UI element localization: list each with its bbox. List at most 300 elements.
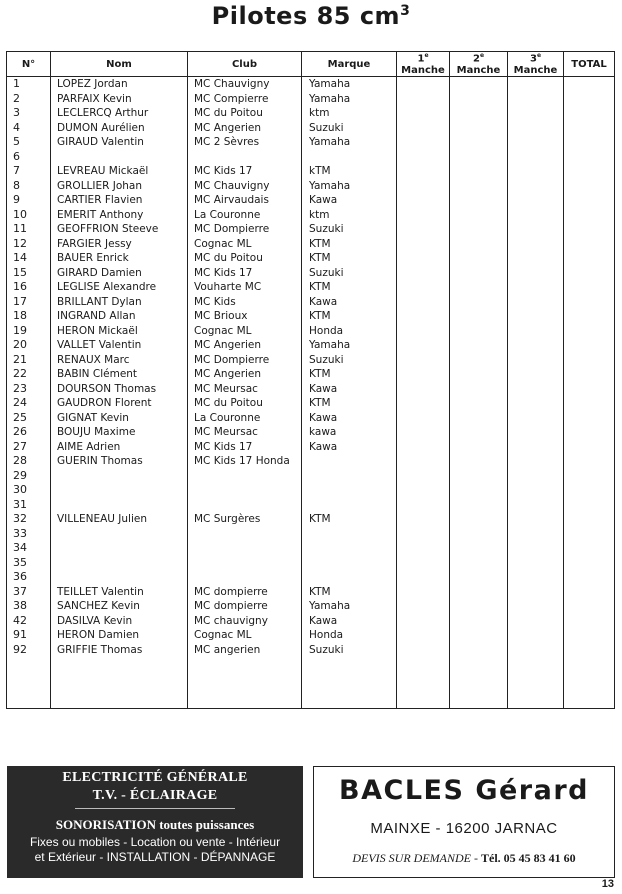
empty-cell — [302, 657, 397, 709]
rider-brand: Yamaha — [302, 135, 397, 150]
manche-1-score — [397, 251, 450, 266]
total-score — [564, 150, 615, 165]
manche-1-score — [397, 541, 450, 556]
manche-3-score — [508, 251, 564, 266]
manche-1-score — [397, 266, 450, 281]
rider-name: LEGLISE Alexandre — [51, 280, 188, 295]
total-score — [564, 280, 615, 295]
table-row — [7, 222, 615, 237]
manche-3-score — [508, 469, 564, 484]
table-row — [7, 324, 615, 339]
advert-line-electricite: ELECTRICITÉ GÉNÉRALE — [62, 770, 248, 785]
rider-brand: Kawa — [302, 614, 397, 629]
table-row — [7, 106, 615, 121]
rider-name: EMERIT Anthony — [51, 208, 188, 223]
table-header-row — [7, 52, 615, 77]
manche-3-score — [508, 295, 564, 310]
rider-brand — [302, 498, 397, 513]
bacles-brand-name: BACLES Gérard — [339, 775, 589, 806]
rider-brand: Suzuki — [302, 266, 397, 281]
rider-number: 11 — [7, 222, 51, 237]
total-score — [564, 237, 615, 252]
rider-club: MC Kids 17 — [188, 164, 302, 179]
rider-number: 5 — [7, 135, 51, 150]
rider-number: 12 — [7, 237, 51, 252]
rider-club: MC Dompierre — [188, 353, 302, 368]
rider-brand: Suzuki — [302, 121, 397, 136]
rider-brand: Kawa — [302, 411, 397, 426]
manche-1-score — [397, 614, 450, 629]
rider-number: 15 — [7, 266, 51, 281]
rider-number: 20 — [7, 338, 51, 353]
total-score — [564, 193, 615, 208]
rider-brand — [302, 469, 397, 484]
manche-1-score — [397, 425, 450, 440]
manche-3-score — [508, 135, 564, 150]
total-score — [564, 208, 615, 223]
rider-number: 19 — [7, 324, 51, 339]
manche-2-score — [450, 237, 508, 252]
rider-club: MC Chauvigny — [188, 77, 302, 92]
manche-3-score — [508, 643, 564, 658]
rider-name — [51, 469, 188, 484]
bacles-address: MAINXE - 16200 JARNAC — [370, 820, 558, 837]
rider-club: MC angerien — [188, 643, 302, 658]
rider-club: MC Kids 17 — [188, 266, 302, 281]
manche-2-score — [450, 338, 508, 353]
manche-2-score — [450, 193, 508, 208]
rider-brand: KTM — [302, 367, 397, 382]
manche-2-score — [450, 628, 508, 643]
empty-cell — [508, 657, 564, 709]
manche-3-score — [508, 628, 564, 643]
manche-2-score — [450, 280, 508, 295]
rider-number: 92 — [7, 643, 51, 658]
rider-brand: kawa — [302, 425, 397, 440]
manche-3-score — [508, 396, 564, 411]
table-row — [7, 121, 615, 136]
manche-2-score — [450, 643, 508, 658]
rider-name: GUERIN Thomas — [51, 454, 188, 469]
rider-number: 37 — [7, 585, 51, 600]
rider-brand: kTM — [302, 164, 397, 179]
rider-number: 4 — [7, 121, 51, 136]
rider-number: 28 — [7, 454, 51, 469]
manche-3-score — [508, 425, 564, 440]
rider-brand: Yamaha — [302, 179, 397, 194]
rider-brand: Suzuki — [302, 643, 397, 658]
manche-1-score — [397, 585, 450, 600]
table-row — [7, 353, 615, 368]
rider-club: MC du Poitou — [188, 396, 302, 411]
total-score — [564, 92, 615, 107]
rider-club — [188, 469, 302, 484]
rider-brand: Suzuki — [302, 353, 397, 368]
manche-1-score — [397, 382, 450, 397]
rider-name: PARFAIX Kevin — [51, 92, 188, 107]
total-score — [564, 77, 615, 92]
total-score — [564, 266, 615, 281]
manche-1-score — [397, 106, 450, 121]
manche-3-score — [508, 585, 564, 600]
rider-club: La Couronne — [188, 411, 302, 426]
manche-3-score — [508, 570, 564, 585]
rider-club: Cognac ML — [188, 237, 302, 252]
manche-2-score — [450, 483, 508, 498]
advert-line-tv-eclairage: T.V. - ÉCLAIRAGE — [92, 788, 218, 803]
manche-3-score — [508, 541, 564, 556]
electricite-advert — [7, 766, 303, 878]
manche-3-score — [508, 208, 564, 223]
rider-brand: Suzuki — [302, 222, 397, 237]
rider-club: Cognac ML — [188, 628, 302, 643]
rider-number: 23 — [7, 382, 51, 397]
rider-brand: KTM — [302, 512, 397, 527]
table-row — [7, 135, 615, 150]
rider-name: BOUJU Maxime — [51, 425, 188, 440]
manche-2-score — [450, 164, 508, 179]
manche-1-score — [397, 193, 450, 208]
manche-2-score — [450, 469, 508, 484]
rider-club: MC dompierre — [188, 585, 302, 600]
manche-3-score — [508, 367, 564, 382]
table-row — [7, 440, 615, 455]
rider-club — [188, 541, 302, 556]
rider-club: Vouharte MC — [188, 280, 302, 295]
rider-brand — [302, 527, 397, 542]
rider-name: TEILLET Valentin — [51, 585, 188, 600]
rider-club: Cognac ML — [188, 324, 302, 339]
manche-2-score — [450, 585, 508, 600]
table-row — [7, 643, 615, 658]
page-title-text: Pilotes 85 cm — [211, 2, 401, 30]
table-row — [7, 614, 615, 629]
rider-name: DOURSON Thomas — [51, 382, 188, 397]
total-score — [564, 135, 615, 150]
rider-brand: Yamaha — [302, 92, 397, 107]
table-row — [7, 193, 615, 208]
total-score — [564, 599, 615, 614]
rider-brand — [302, 454, 397, 469]
rider-number: 29 — [7, 469, 51, 484]
table-row — [7, 367, 615, 382]
header-marque: Marque — [302, 52, 397, 77]
rider-name — [51, 150, 188, 165]
manche-2-score — [450, 498, 508, 513]
manche-3-score — [508, 193, 564, 208]
table-row — [7, 164, 615, 179]
manche-2-score — [450, 425, 508, 440]
rider-name: DASILVA Kevin — [51, 614, 188, 629]
manche-1-score — [397, 440, 450, 455]
table-row — [7, 425, 615, 440]
table-row — [7, 411, 615, 426]
manche-3-score — [508, 280, 564, 295]
rider-name: DUMON Aurélien — [51, 121, 188, 136]
manche-1-score — [397, 570, 450, 585]
rider-number: 14 — [7, 251, 51, 266]
rider-name: CARTIER Flavien — [51, 193, 188, 208]
rider-number: 6 — [7, 150, 51, 165]
rider-number: 91 — [7, 628, 51, 643]
total-score — [564, 324, 615, 339]
total-score — [564, 556, 615, 571]
rider-club: MC Kids 17 Honda — [188, 454, 302, 469]
rider-name: GIRAUD Valentin — [51, 135, 188, 150]
manche-1-score — [397, 179, 450, 194]
rider-number: 17 — [7, 295, 51, 310]
rider-brand: KTM — [302, 251, 397, 266]
total-score — [564, 541, 615, 556]
rider-name: VALLET Valentin — [51, 338, 188, 353]
manche-3-score — [508, 599, 564, 614]
rider-club — [188, 150, 302, 165]
manche-2-score — [450, 135, 508, 150]
rider-brand: ktm — [302, 106, 397, 121]
rider-brand — [302, 570, 397, 585]
manche-1-score — [397, 527, 450, 542]
manche-1-score — [397, 498, 450, 513]
rider-club: MC Angerien — [188, 367, 302, 382]
total-score — [564, 512, 615, 527]
rider-name: GEOFFRION Steeve — [51, 222, 188, 237]
manche-1-score — [397, 324, 450, 339]
table-row — [7, 469, 615, 484]
manche-1-score — [397, 411, 450, 426]
rider-brand: ktm — [302, 208, 397, 223]
rider-name: VILLENEAU Julien — [51, 512, 188, 527]
manche-1-score — [397, 92, 450, 107]
manche-2-score — [450, 512, 508, 527]
empty-cell — [7, 657, 51, 709]
table-row — [7, 251, 615, 266]
manche-1-score — [397, 237, 450, 252]
rider-brand: KTM — [302, 237, 397, 252]
manche-1-score — [397, 280, 450, 295]
rider-brand — [302, 150, 397, 165]
rider-number: 25 — [7, 411, 51, 426]
rider-club — [188, 483, 302, 498]
manche-1-score — [397, 599, 450, 614]
table-row — [7, 396, 615, 411]
total-score — [564, 570, 615, 585]
table-row — [7, 309, 615, 324]
manche-1-score — [397, 222, 450, 237]
table-row — [7, 585, 615, 600]
rider-name — [51, 527, 188, 542]
rider-number: 35 — [7, 556, 51, 571]
manche-2-score — [450, 324, 508, 339]
manche-2-score — [450, 266, 508, 281]
rider-name: GAUDRON Florent — [51, 396, 188, 411]
page-number: 13 — [601, 878, 614, 890]
rider-brand: Yamaha — [302, 77, 397, 92]
rider-number: 30 — [7, 483, 51, 498]
manche-2-score — [450, 309, 508, 324]
table-row — [7, 280, 615, 295]
page-title-superscript: 3 — [400, 3, 411, 19]
total-score — [564, 222, 615, 237]
rider-name: LECLERCQ Arthur — [51, 106, 188, 121]
advert-line-services-1: Fixes ou mobiles - Location ou vente - Intérieur — [29, 835, 281, 849]
manche-1-score — [397, 643, 450, 658]
total-score — [564, 469, 615, 484]
riders-table — [6, 51, 615, 709]
manche-3-score — [508, 411, 564, 426]
empty-cell — [188, 657, 302, 709]
manche-1-score — [397, 164, 450, 179]
rider-brand: KTM — [302, 309, 397, 324]
manche-3-score — [508, 222, 564, 237]
empty-cell — [564, 657, 615, 709]
rider-number: 7 — [7, 164, 51, 179]
table-row — [7, 382, 615, 397]
table-row — [7, 599, 615, 614]
rider-club: MC Kids — [188, 295, 302, 310]
rider-name: HERON Damien — [51, 628, 188, 643]
total-score — [564, 382, 615, 397]
rider-number: 38 — [7, 599, 51, 614]
manche-3-score — [508, 164, 564, 179]
rider-club — [188, 527, 302, 542]
rider-club: MC Surgères — [188, 512, 302, 527]
bacles-phone: Tél. 05 45 83 41 60 — [480, 851, 576, 865]
rider-number: 10 — [7, 208, 51, 223]
rider-club — [188, 498, 302, 513]
rider-brand: Honda — [302, 324, 397, 339]
manche-1-score — [397, 135, 450, 150]
rider-club: MC Airvaudais — [188, 193, 302, 208]
advert-line-services-2: et Extérieur - INSTALLATION - DÉPANNAGE — [34, 850, 276, 864]
rider-name: LEVREAU Mickaël — [51, 164, 188, 179]
manche-3-score — [508, 614, 564, 629]
manche-3-score — [508, 382, 564, 397]
rider-name: AIME Adrien — [51, 440, 188, 455]
manche-3-score — [508, 121, 564, 136]
rider-brand: Kawa — [302, 382, 397, 397]
total-score — [564, 106, 615, 121]
manche-1-score — [397, 353, 450, 368]
manche-2-score — [450, 440, 508, 455]
rider-number: 9 — [7, 193, 51, 208]
total-score — [564, 164, 615, 179]
manche-1-score — [397, 309, 450, 324]
rider-number: 24 — [7, 396, 51, 411]
rider-brand — [302, 556, 397, 571]
empty-cell — [51, 657, 188, 709]
header-num: N° — [7, 52, 51, 77]
manche-3-score — [508, 556, 564, 571]
manche-1-score — [397, 77, 450, 92]
manche-2-score — [450, 614, 508, 629]
manche-2-score — [450, 411, 508, 426]
rider-name — [51, 541, 188, 556]
header-manche-3: 3e Manche — [508, 52, 564, 77]
page-title — [0, 2, 622, 30]
manche-2-score — [450, 556, 508, 571]
rider-name: RENAUX Marc — [51, 353, 188, 368]
advert-divider — [75, 808, 235, 809]
rider-number: 22 — [7, 367, 51, 382]
manche-3-score — [508, 498, 564, 513]
rider-name: BABIN Clément — [51, 367, 188, 382]
manche-3-score — [508, 527, 564, 542]
rider-brand: KTM — [302, 585, 397, 600]
table-row — [7, 338, 615, 353]
rider-club: MC 2 Sèvres — [188, 135, 302, 150]
table-row — [7, 266, 615, 281]
rider-name — [51, 570, 188, 585]
manche-3-score — [508, 454, 564, 469]
rider-name: SANCHEZ Kevin — [51, 599, 188, 614]
rider-name: BAUER Enrick — [51, 251, 188, 266]
manche-2-score — [450, 106, 508, 121]
manche-2-score — [450, 570, 508, 585]
total-score — [564, 295, 615, 310]
manche-1-score — [397, 396, 450, 411]
header-manche-1: 1e Manche — [397, 52, 450, 77]
manche-3-score — [508, 483, 564, 498]
rider-club: MC chauvigny — [188, 614, 302, 629]
total-score — [564, 309, 615, 324]
manche-2-score — [450, 396, 508, 411]
manche-2-score — [450, 541, 508, 556]
rider-name: GROLLIER Johan — [51, 179, 188, 194]
total-score — [564, 367, 615, 382]
header-nom: Nom — [51, 52, 188, 77]
rider-name: HERON Mickaël — [51, 324, 188, 339]
manche-1-score — [397, 628, 450, 643]
rider-brand — [302, 483, 397, 498]
rider-club: MC du Poitou — [188, 251, 302, 266]
rider-number: 3 — [7, 106, 51, 121]
total-score — [564, 483, 615, 498]
rider-name: GIRARD Damien — [51, 266, 188, 281]
rider-name: INGRAND Allan — [51, 309, 188, 324]
rider-brand: Kawa — [302, 440, 397, 455]
rider-brand: Yamaha — [302, 599, 397, 614]
header-club: Club — [188, 52, 302, 77]
manche-3-score — [508, 150, 564, 165]
table-row — [7, 483, 615, 498]
manche-1-score — [397, 150, 450, 165]
table-row — [7, 208, 615, 223]
rider-number: 26 — [7, 425, 51, 440]
bacles-advert — [313, 766, 615, 878]
table-row — [7, 527, 615, 542]
manche-3-score — [508, 266, 564, 281]
manche-3-score — [508, 237, 564, 252]
rider-name — [51, 556, 188, 571]
rider-number: 31 — [7, 498, 51, 513]
manche-2-score — [450, 527, 508, 542]
rider-name: FARGIER Jessy — [51, 237, 188, 252]
table-row — [7, 237, 615, 252]
header-manche-2: 2e Manche — [450, 52, 508, 77]
manche-3-score — [508, 106, 564, 121]
rider-brand: Kawa — [302, 295, 397, 310]
rider-club: MC Brioux — [188, 309, 302, 324]
rider-brand: Yamaha — [302, 338, 397, 353]
rider-club: MC Kids 17 — [188, 440, 302, 455]
manche-1-score — [397, 121, 450, 136]
total-score — [564, 396, 615, 411]
manche-3-score — [508, 92, 564, 107]
manche-1-score — [397, 295, 450, 310]
manche-2-score — [450, 179, 508, 194]
rider-number: 42 — [7, 614, 51, 629]
rider-name: GIGNAT Kevin — [51, 411, 188, 426]
